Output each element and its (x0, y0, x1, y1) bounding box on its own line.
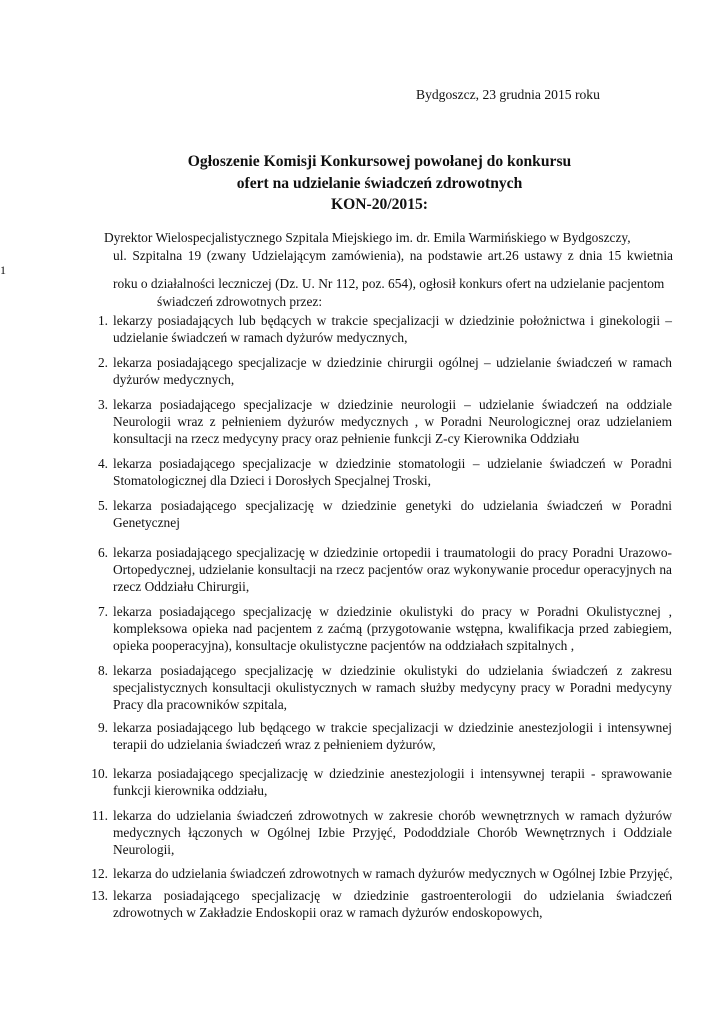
list-item-line: lekarza posiadającego lub będącego w trakcie specjalizacji w dziedzinie anestezjologii i intensywnej (113, 720, 672, 735)
list-item-line: lekarza posiadającego specjalizację w dziedzinie okulistyki do udzielania świadczeń z zakresu (113, 663, 672, 678)
list-item-line: Neurologii, (113, 841, 175, 857)
intro-line-4: świadczeń zdrowotnych przez: (157, 294, 323, 309)
list-item-text (113, 313, 672, 347)
list-item-number: 13. (91, 888, 108, 903)
list-item-line: Stomatologicznej dla Dzieci i Dorosłych Specjalnej Troski, (113, 472, 431, 488)
list-item-line: lekarzy posiadających lub będących w trakcie specjalizacji w dziedzinie położnictwa i ginekologii – (113, 313, 672, 328)
intro-line-1: Dyrektor Wielospecjalistycznego Szpitala Miejskiego im. dr. Emila Warmińskiego w Bydgoszczy, (104, 230, 631, 245)
list-item-text (113, 397, 672, 447)
list-item-line: funkcji kierownika oddziału, (113, 782, 268, 798)
document-title-line-1: Ogłoszenie Komisji Konkursowej powołanej do konkursu (187, 153, 572, 170)
list-item-text (113, 545, 672, 595)
list-item-line: lekarza posiadającego specjalizację w dziedzinie anestezjologii i intensywnej terapii - sprawowanie (113, 766, 672, 781)
list-item-line: lekarza posiadającego specjalizację w dziedzinie gastroenterologii do udzielania świadczeń (113, 888, 672, 903)
list-item-text (113, 456, 672, 490)
list-item-text (113, 866, 672, 883)
list-item-number: 10. (91, 766, 108, 781)
list-item-number: 9. (97, 720, 108, 735)
list-item-line: lekarza posiadającego specjalizacje w dziedzinie chirurgii ogólnej – udzielanie świadczeń w ramach (113, 355, 672, 370)
document-title-line-2: ofert na udzielanie świadczeń zdrowotnych (236, 175, 523, 192)
list-item-line: terapii do udzielania świadczeń wraz z pełnieniem dyżurów, (113, 736, 436, 752)
list-item-line: lekarza do udzielania świadczeń zdrowotnych w ramach dyżurów medycznych w Ogólnej Izbie Przyjęć, (113, 866, 673, 881)
list-item-text (113, 355, 672, 389)
list-item-line: Neurologii wraz z pełnieniem dyżurów medycznych , w Poradni Neurologicznej oraz udzielaniem (113, 413, 672, 429)
list-item-line: rzecz Oddziału Chirurgii, (113, 578, 250, 594)
list-item-line: kompleksowa opieka nad pacjentem z zaćmą (przygotowanie wstępna, kwalifikacja przed zabiegiem, (113, 620, 672, 636)
list-item-number: 12. (91, 866, 108, 881)
list-item-line: Genetycznej (113, 514, 180, 530)
list-item-line: lekarza do udzielania świadczeń zdrowotnych w zakresie chorób wewnętrznych w ramach dyżurów (113, 808, 672, 823)
list-item-line: specjalistycznych konsultacji okulistycznych w ramach służby medycyny pracy w Poradni medycyny (113, 679, 672, 695)
margin-line-number: 1 (0, 263, 6, 277)
document-title-line-3: KON-20/2015: (330, 196, 429, 213)
list-item-number: 1. (97, 313, 108, 328)
list-item-number: 11. (91, 808, 108, 823)
list-item-number: 3. (97, 397, 108, 412)
list-item-line: dyżurów medycznych, (113, 371, 235, 387)
list-item-line: udzielanie świadczeń w ramach dyżurów medycznych, (113, 329, 408, 345)
list-item-line: konsultacji na rzecz medycyny pracy oraz pełnienie funkcji Z-cy Kierownika Oddziału (113, 430, 580, 446)
list-item-text (113, 808, 672, 858)
list-item-number: 4. (97, 456, 108, 471)
list-item-text (113, 888, 672, 922)
list-item-line: medycznych łączonych w Ogólnej Izbie Przyjęć, Pododdziale Chorób Wewnętrznych i Oddziale (113, 824, 672, 840)
document-date: Bydgoszcz, 23 grudnia 2015 roku (416, 87, 600, 102)
list-item-number: 5. (97, 498, 108, 513)
intro-line-3: roku o działalności leczniczej (Dz. U. Nr 112, poz. 654), ogłosił konkurs ofert na udzielanie pacjentom (113, 276, 665, 291)
list-item-line: zdrowotnych w Zakładzie Endoskopii oraz w ramach dyżurów endoskopowych, (113, 904, 543, 920)
list-item-text (113, 766, 672, 800)
list-item-number: 8. (97, 663, 108, 678)
list-item-line: lekarza posiadającego specjalizacje w dziedzinie neurologii – udzielanie świadczeń na oddziale (113, 397, 672, 412)
list-item-text (113, 604, 672, 654)
intro-line-2: ul. Szpitalna 19 (zwany Udzielającym zamówienia), na podstawie art.26 ustawy z dnia 15 kwietnia (113, 248, 673, 263)
list-item-number: 7. (97, 604, 108, 619)
list-item-text (113, 720, 672, 754)
list-item-line: Pracy dla pracowników szpitala, (113, 696, 288, 712)
list-item-line: lekarza posiadającego specjalizację w dziedzinie genetyki do udzielania świadczeń w Poradni (113, 498, 672, 513)
list-item-line: Ortopedycznej, udzielanie konsultacji na rzecz pacjentów oraz wykonywanie procedur operacyjnych na (113, 561, 672, 577)
list-item-text (113, 663, 672, 713)
list-item-line: lekarza posiadającego specjalizację w dziedzinie okulistyki do pracy w Poradni Okulistycznej , (113, 604, 672, 619)
list-item-number: 6. (97, 545, 108, 560)
list-item-line: opieka pooperacyjna), konsultacje okulistyczne pacjentów na oddziałach szpitalnych , (113, 637, 575, 653)
list-item-text (113, 498, 672, 532)
list-item-line: lekarza posiadającego specjalizacje w dziedzinie stomatologii – udzielanie świadczeń w Poradni (113, 456, 672, 471)
list-item-number: 2. (97, 355, 108, 370)
list-item-line: lekarza posiadającego specjalizację w dziedzinie ortopedii i traumatologii do pracy Poradni Urazowo- (113, 545, 672, 560)
